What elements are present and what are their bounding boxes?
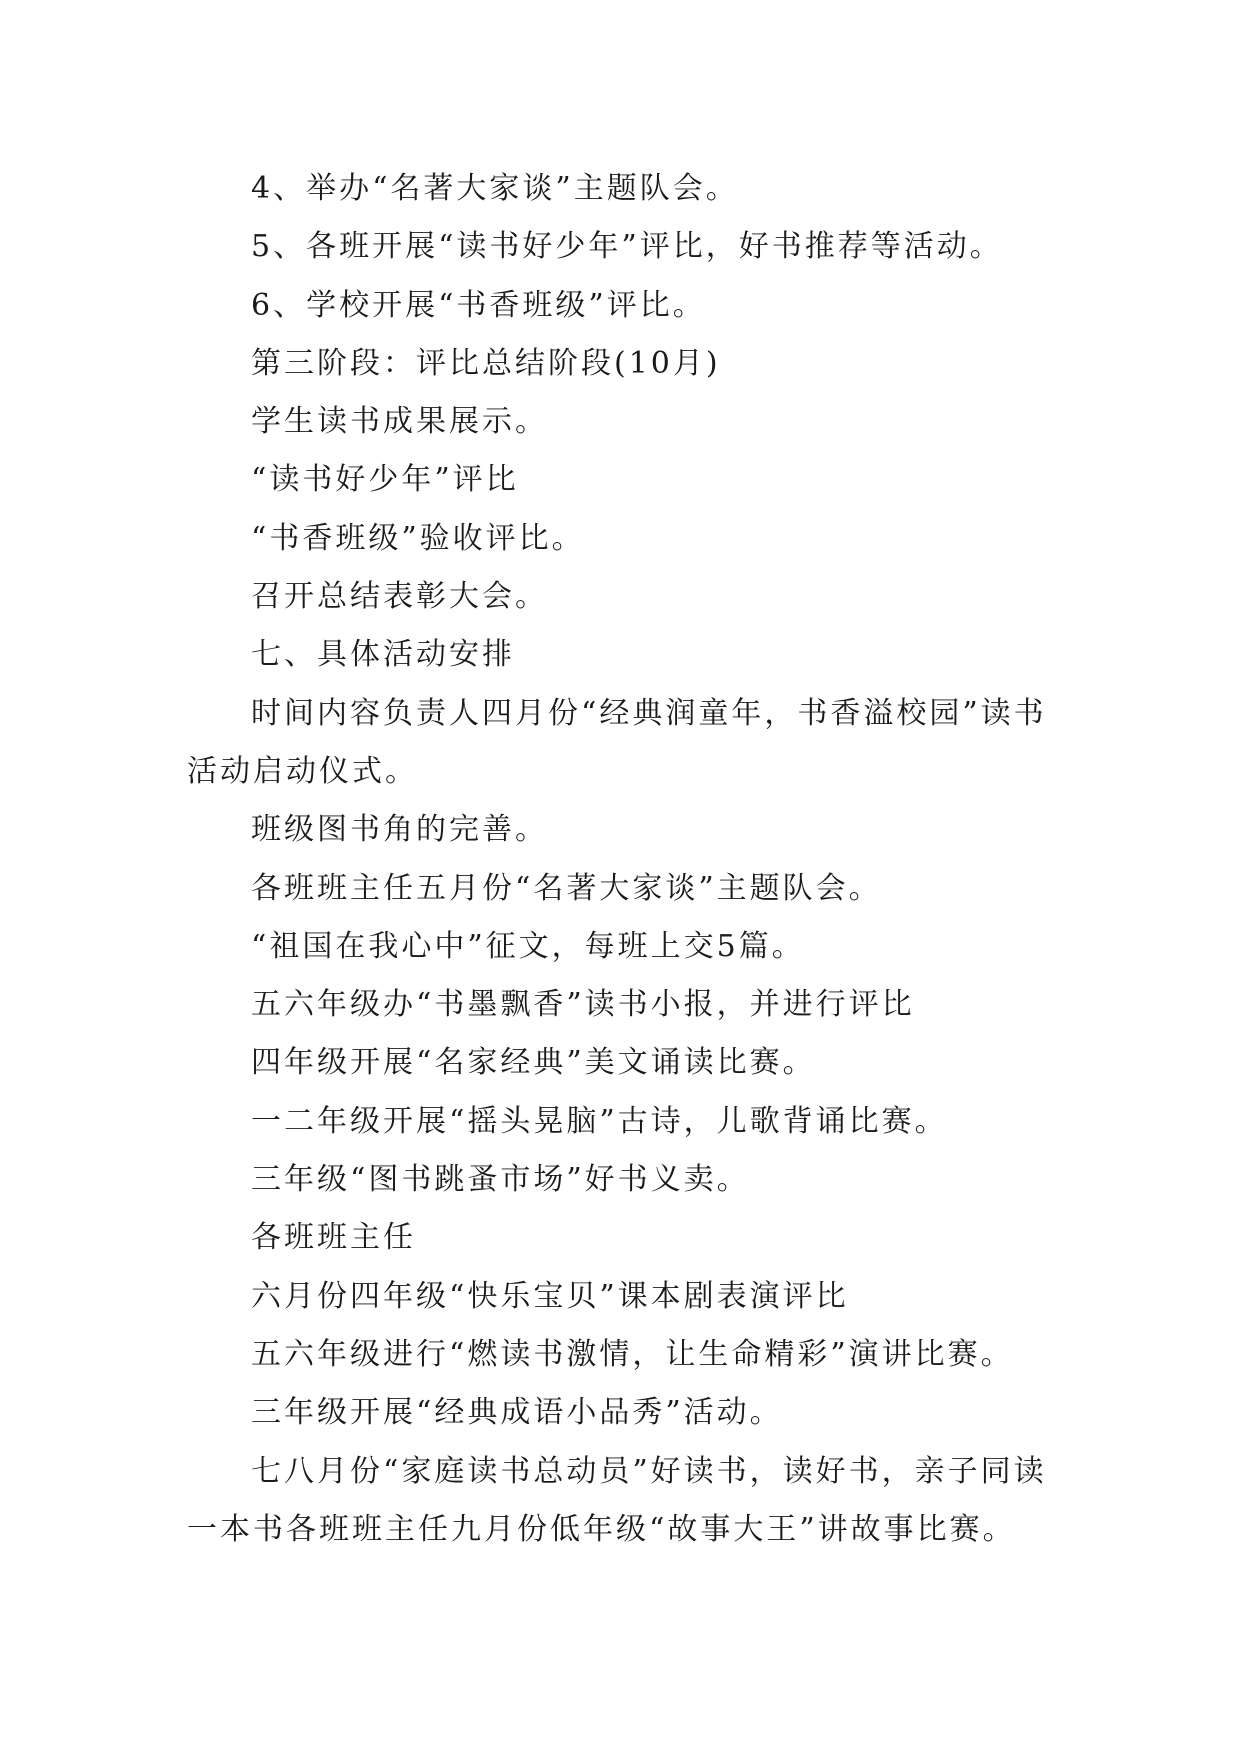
paragraph-6: “读书好少年”评比 (251, 462, 519, 498)
paragraph-3: 6、学校开展“书香班级”评比。 (251, 287, 706, 323)
paragraph-20: 五六年级进行“燃读书激情，让生命精彩”演讲比赛。 (251, 1336, 1014, 1372)
paragraph-16: 一二年级开展“摇头晃脑”古诗，儿歌背诵比赛。 (251, 1103, 948, 1139)
paragraph-22: 七八月份“家庭读书总动员”好读书，读好书，亲子同读一本书各班班主任九月份低年级“故事大王”讲故事比赛。 (187, 1453, 1047, 1547)
paragraph-4: 第三阶段：评比总结阶段(10月) (251, 345, 721, 381)
paragraph-10: 时间内容负责人四月份“经典润童年，书香溢校园”读书活动启动仪式。 (187, 695, 1047, 789)
paragraph-11: 班级图书角的完善。 (251, 812, 548, 848)
paragraph-5: 学生读书成果展示。 (251, 404, 548, 440)
paragraph-7: “书香班级”验收评比。 (251, 520, 585, 556)
paragraph-12: 各班班主任五月份“名著大家谈”主题队会。 (251, 870, 882, 906)
paragraph-8: 召开总结表彰大会。 (251, 579, 548, 615)
paragraph-2: 5、各班开展“读书好少年”评比，好书推荐等活动。 (251, 229, 1003, 265)
paragraph-17: 三年级“图书跳蚤市场”好书义卖。 (251, 1162, 750, 1198)
document-body (187, 160, 1067, 1559)
section-heading: 七、具体活动安排 (251, 637, 515, 673)
paragraph-19: 六月份四年级“快乐宝贝”课本剧表演评比 (251, 1278, 849, 1314)
paragraph-13: “祖国在我心中”征文，每班上交5篇。 (251, 928, 805, 964)
paragraph-21: 三年级开展“经典成语小品秀”活动。 (251, 1395, 783, 1431)
paragraph-18: 各班班主任 (251, 1220, 416, 1256)
paragraph-15: 四年级开展“名家经典”美文诵读比赛。 (251, 1045, 816, 1081)
paragraph-14: 五六年级办“书墨飘香”读书小报，并进行评比 (251, 987, 915, 1023)
paragraph-1: 4、举办“名著大家谈”主题队会。 (251, 171, 739, 206)
